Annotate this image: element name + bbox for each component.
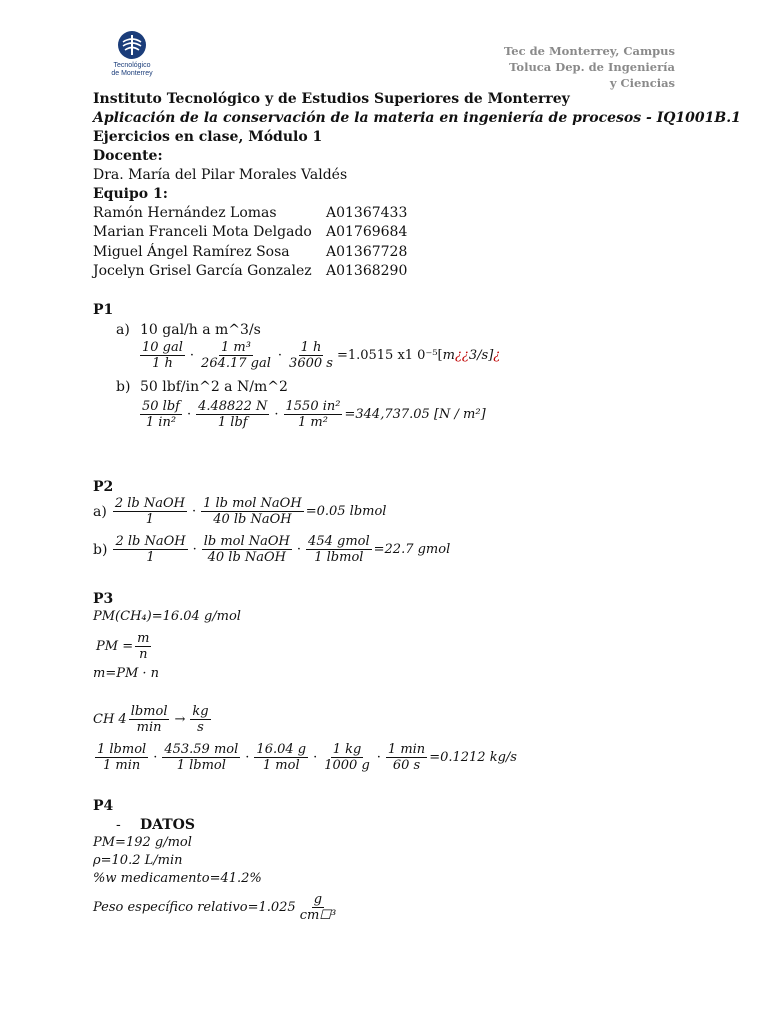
fraction-num: 1 lbmol xyxy=(97,742,147,757)
member-name: Miguel Ángel Ramírez Sosa xyxy=(93,243,290,260)
p3-ch4-equation xyxy=(93,704,213,735)
member-id: A01769684 xyxy=(326,224,408,241)
list-item xyxy=(93,262,407,281)
fraction-num: 50 lbf xyxy=(142,399,180,414)
p1-b-equation: $\frac{\text{50 lbf}}{\text{1 in²}}$ · $\frac{4.48822 N}{\text{1 lbf}}$ · $\frac{\text{1550 in²}}{\text{1 m²}}$ =344,737.05 [N / m²] xyxy=(142,399,486,430)
fraction-den: 1 m² xyxy=(298,415,328,430)
p1-title: P1 xyxy=(93,302,114,318)
p2-a-result: =0.05 lbmol xyxy=(305,504,387,519)
fraction-num: 16.04 g xyxy=(256,742,307,757)
p1-a-label: a) xyxy=(116,322,130,338)
p2-b-label: b) xyxy=(93,541,108,558)
member-id: A01367728 xyxy=(326,243,408,260)
p4-peso-equation xyxy=(93,892,340,923)
fraction-num: 2 lb NaOH xyxy=(115,534,186,549)
p1-b-result: =344,737.05 [N / m²] xyxy=(344,407,486,422)
p3-pm-equation xyxy=(96,631,153,662)
arrow-icon: → xyxy=(174,712,186,727)
fraction-den: 1 xyxy=(146,550,155,565)
fraction-den: 40 lb NaOH xyxy=(207,550,287,565)
fraction-den: 1 mol xyxy=(262,758,300,773)
fraction-den: 1 lbmol xyxy=(176,758,226,773)
p3-pm-lhs: PM = xyxy=(96,639,134,654)
teacher-label: Docente: xyxy=(93,148,163,164)
p1-a-unit-error-2: ¿ xyxy=(493,348,501,363)
list-item xyxy=(93,204,407,223)
fraction-num: 1 min xyxy=(387,742,426,757)
campus-line-1: Tec de Monterrey, Campus xyxy=(504,44,675,58)
p2-title: P2 xyxy=(93,479,114,495)
p4-bullet: - xyxy=(116,817,121,833)
logo-line-2: de Monterrey xyxy=(111,70,153,77)
fraction-num: kg xyxy=(192,704,209,719)
team-label: Equipo 1: xyxy=(93,186,168,202)
p1-a-unit-rest: 3/s] xyxy=(468,348,494,363)
fraction-num: 4.48822 N xyxy=(198,399,268,414)
p1-b-text: 50 lbf/in^2 a N/m^2 xyxy=(140,379,288,395)
fraction-den: 1 lbmol xyxy=(314,550,364,565)
fraction-num: 10 gal xyxy=(142,340,183,355)
fraction-den: 40 lb NaOH xyxy=(213,512,292,527)
p1-b-label: b) xyxy=(116,379,131,395)
exercises-title: Ejercicios en clase, Módulo 1 xyxy=(93,129,323,145)
p1-a-unit-m: m xyxy=(442,348,455,363)
teacher-name: Dra. María del Pilar Morales Valdés xyxy=(93,167,348,183)
tec-logo xyxy=(104,30,160,78)
p3-result: =0.1212 kg/s xyxy=(429,750,517,765)
fraction-den: 1000 g xyxy=(324,758,370,773)
campus-header xyxy=(504,43,675,91)
member-id: A01368290 xyxy=(326,263,408,280)
campus-line-2: Toluca Dep. de Ingeniería xyxy=(509,60,675,74)
course-title: Aplicación de la conservación de la materia en ingeniería de procesos - IQ1001B.1 xyxy=(93,110,741,126)
fraction-den: 1 lbf xyxy=(217,415,248,430)
fraction-den: 60 s xyxy=(392,758,421,773)
fraction-num: 1550 in² xyxy=(285,399,341,414)
p4-peso-lhs: Peso específico relativo=1.025 xyxy=(93,900,296,915)
fraction-den: 1 xyxy=(145,512,155,527)
p1-a-text: 10 gal/h a m^3/s xyxy=(140,322,261,338)
p2-b-result: =22.7 gmol xyxy=(373,542,451,557)
fraction-den: min xyxy=(136,720,162,735)
logo-line-1: Tecnológico xyxy=(113,62,151,69)
p3-pm-line: PM(CH₄)=16.04 g/mol xyxy=(93,609,241,624)
fraction-num: 1 lb mol NaOH xyxy=(203,496,302,511)
p3-m-line: m=PM · n xyxy=(93,666,160,681)
p4-w: %w medicamento=41.2% xyxy=(93,871,262,886)
member-name: Ramón Hernández Lomas xyxy=(93,205,277,221)
fraction-num: 2 lb NaOH xyxy=(114,496,185,511)
fraction-den: 264.17 gal xyxy=(201,356,271,371)
p2-b-equation: b) $\frac{\text{2 lb NaOH}}{1}$ · $\frac{\text{lb mol NaOH}}{\text{40 lb NaOH}}$ · $\frac{\text{454 gmol}}{\text{1 lbmol}}$ =22.7 gmol xyxy=(93,534,451,565)
fraction-den: 1 in² xyxy=(145,415,177,430)
fraction-den: 1 h xyxy=(152,356,173,371)
p3-ch4-lhs: CH 4 xyxy=(93,712,127,727)
list-item xyxy=(93,243,407,262)
fraction-num: lbmol xyxy=(130,704,168,719)
p4-rho: ρ=10.2 L/min xyxy=(93,853,183,868)
p1-a-result: =1.0515 x1 0⁻⁵[ xyxy=(336,348,443,363)
member-name: Jocelyn Grisel García Gonzalez xyxy=(93,263,312,280)
fraction-den: cm☐³ xyxy=(299,908,337,923)
tec-logo-icon xyxy=(117,30,147,60)
p1-a-equation: $\frac{\text{10 gal}}{1 h}$ · $\frac{\text{1 m³}}{\text{264.17 gal}}$ · $\frac{1 h}{3600 s}$ =1.0515 x1 0⁻⁵[ m ¿¿ 3/s] ¿ xyxy=(142,340,501,371)
fraction-num: 1 kg xyxy=(332,742,362,757)
fraction-den: 1 min xyxy=(102,758,141,773)
fraction-den: s xyxy=(197,720,204,735)
p4-title: P4 xyxy=(93,798,114,814)
fraction-num: 1 m³ xyxy=(221,340,251,355)
fraction-den: 3600 s xyxy=(289,356,333,371)
p1-a-unit-error: ¿¿ xyxy=(454,348,469,363)
fraction-num: 453.59 mol xyxy=(164,742,239,757)
fraction-den: n xyxy=(139,647,148,662)
p3-conversion-equation: $\frac{\text{1 lbmol}}{1 \min}$ · $\frac{\text{453.59 mol}}{\text{1 lbmol}}$ · $\frac{16.04 g}{\text{1 mol}}$ · $\frac{1 kg}{1000 g}$ · $\frac{1 \min}{60 s}$ =0.1212 kg/s xyxy=(97,742,517,773)
institution-title: Instituto Tecnológico y de Estudios Superiores de Monterrey xyxy=(93,91,570,107)
p4-pm: PM=192 g/mol xyxy=(93,835,192,850)
team-members-list xyxy=(93,204,407,282)
fraction-num: 1 h xyxy=(300,340,322,355)
fraction-num: g xyxy=(313,892,323,907)
p2-a-equation: a) $\frac{\text{2 lb NaOH}}{1}$ · $\frac{\text{1 lb mol NaOH}}{\text{40 lb NaOH}}$ =0.05 lbmol xyxy=(93,496,387,527)
member-name: Marian Franceli Mota Delgado xyxy=(93,224,312,241)
member-id: A01367433 xyxy=(326,205,408,221)
fraction-num: lb mol NaOH xyxy=(203,534,290,549)
campus-line-3: y Ciencias xyxy=(609,76,675,90)
p2-a-label: a) xyxy=(93,503,107,520)
fraction-num: m xyxy=(137,631,150,646)
list-item xyxy=(93,223,407,242)
p3-title: P3 xyxy=(93,591,114,607)
fraction-num: 454 gmol xyxy=(308,534,370,549)
p4-datos: DATOS xyxy=(140,817,195,833)
